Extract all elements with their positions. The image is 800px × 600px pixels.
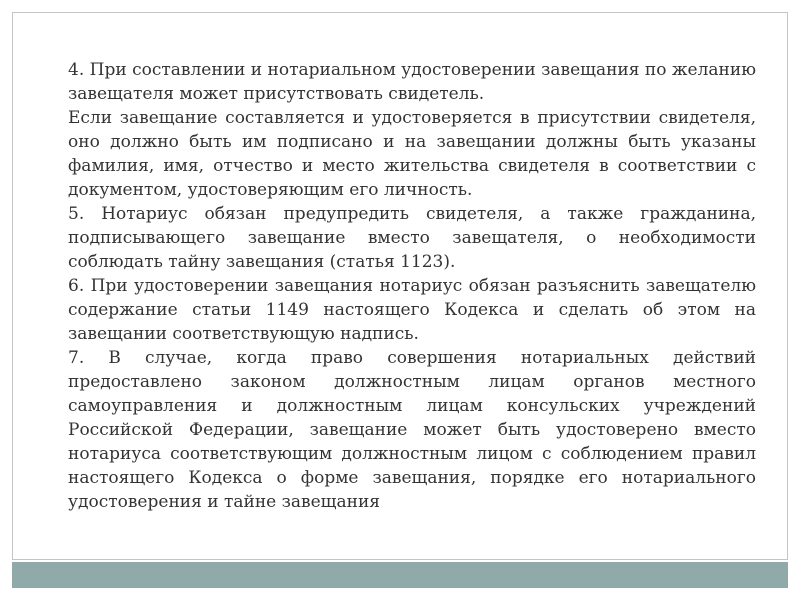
paragraph-6: 6. При удостоверении завещания нотариус обязан разъяснить завещателю содержание статьи 1149 настоящего Кодекса и сделать об этом на завещании соответствующую надпись. xyxy=(68,276,756,344)
text-body xyxy=(68,58,756,514)
paragraph-7: 7. В случае, когда право совершения нотариальных действий предоставлено законом должностным лицам органов местного самоуправления и должностным лицам консульских учреждений Российской Федерации, завещание может быть удостоверено вместо нотариуса соответствующим должностным лицом с соблюдением правил настоящего Кодекса о форме завещания, порядке его нотариального удостоверения и тайне завещания xyxy=(68,348,756,512)
footer-accent-bar xyxy=(12,562,788,588)
paragraph-5: 5. Нотариус обязан предупредить свидетеля, а также гражданина, подписывающего завещание вместо завещателя, о необходимости соблюдать тайну завещания (статья 1123). xyxy=(68,204,756,272)
paragraph-witness: Если завещание составляется и удостоверяется в присутствии свидетеля, оно должно быть им подписано и на завещании должны быть указаны фамилия, имя, отчество и место жительства свидетеля в соответствии с документом, удостоверяющим его личность. xyxy=(68,108,756,200)
paragraph-4: 4. При составлении и нотариальном удостоверении завещания по желанию завещателя может присутствовать свидетель. xyxy=(68,60,756,104)
